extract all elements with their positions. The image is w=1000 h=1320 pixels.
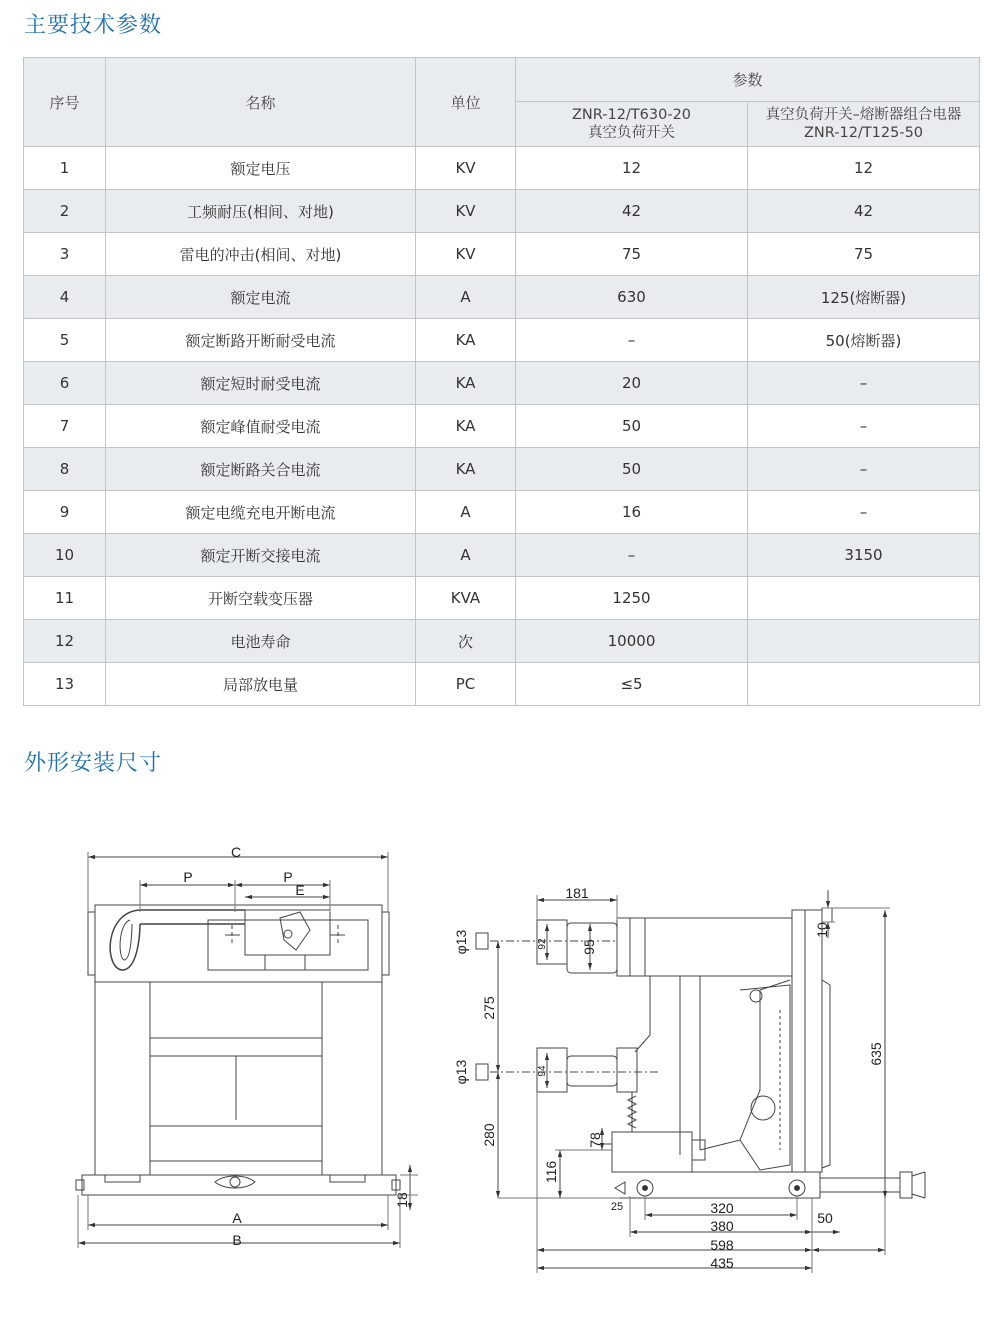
side-view-labels xyxy=(453,885,884,1271)
cell-value-col2: 125(熔断器) xyxy=(748,276,980,319)
cell-name: 额定断路开断耐受电流 xyxy=(106,319,416,362)
cell-value-col2: – xyxy=(748,491,980,534)
table-row xyxy=(24,362,980,405)
cell-value-col1: 42 xyxy=(516,190,748,233)
dim-p-right: P xyxy=(283,869,293,885)
header-col1-model: ZNR-12/T630-20 xyxy=(571,107,692,123)
cell-value-col1: 50 xyxy=(516,448,748,491)
cell-unit: KA xyxy=(416,362,516,405)
cell-name: 额定电流 xyxy=(106,276,416,319)
cell-value-col2: – xyxy=(748,448,980,491)
cell-unit: A xyxy=(416,276,516,319)
cell-unit: KA xyxy=(416,319,516,362)
cell-no: 3 xyxy=(24,233,106,276)
table-row xyxy=(24,448,980,491)
table-row xyxy=(24,276,980,319)
table-row xyxy=(24,190,980,233)
dim-435: 435 xyxy=(710,1255,734,1271)
table-row xyxy=(24,147,980,190)
header-col2-desc: 真空负荷开关–熔断器组合电器 xyxy=(765,107,962,123)
cell-name: 额定开断交接电流 xyxy=(106,534,416,577)
header-no: 序号 xyxy=(24,58,106,147)
header-col1 xyxy=(516,102,748,147)
cell-no: 12 xyxy=(24,620,106,663)
table-row xyxy=(24,491,980,534)
cell-name: 额定短时耐受电流 xyxy=(106,362,416,405)
cell-no: 6 xyxy=(24,362,106,405)
dim-92: 92 xyxy=(537,938,548,950)
cell-value-col2: 3150 xyxy=(748,534,980,577)
cell-value-col2: 12 xyxy=(748,147,980,190)
header-col1-desc: 真空负荷开关 xyxy=(588,125,675,141)
cell-value-col2: – xyxy=(748,362,980,405)
front-mechanism-plate xyxy=(245,910,330,955)
table-row xyxy=(24,663,980,706)
cell-value-col2: – xyxy=(748,405,980,448)
cell-no: 1 xyxy=(24,147,106,190)
dim-50: 50 xyxy=(817,1210,833,1226)
cell-value-col2: 42 xyxy=(748,190,980,233)
dim-phi13-bottom: φ13 xyxy=(453,1059,469,1085)
dim-598: 598 xyxy=(710,1237,734,1253)
dim-b: B xyxy=(232,1232,242,1248)
cell-value-col1: 50 xyxy=(516,405,748,448)
dim-phi13-top: φ13 xyxy=(453,929,469,955)
cell-no: 8 xyxy=(24,448,106,491)
cell-value-col1: 630 xyxy=(516,276,748,319)
cell-value-col1: 20 xyxy=(516,362,748,405)
table-row xyxy=(24,620,980,663)
front-handle-eye xyxy=(215,1176,255,1188)
cell-value-col2 xyxy=(748,620,980,663)
cell-name: 工频耐压(相间、对地) xyxy=(106,190,416,233)
cell-value-col1: – xyxy=(516,534,748,577)
cell-unit: A xyxy=(416,534,516,577)
cell-unit: KV xyxy=(416,233,516,276)
cell-no: 10 xyxy=(24,534,106,577)
section-title-specs: 主要技术参数 xyxy=(24,13,163,38)
cell-value-col1: ≤5 xyxy=(516,663,748,706)
table-row xyxy=(24,534,980,577)
cell-unit: PC xyxy=(416,663,516,706)
dim-18: 18 xyxy=(394,1192,410,1208)
header-name: 名称 xyxy=(106,58,416,147)
cell-unit: 次 xyxy=(416,620,516,663)
cell-value-col1: 75 xyxy=(516,233,748,276)
cell-unit: KV xyxy=(416,190,516,233)
cell-value-col2 xyxy=(748,577,980,620)
dim-78: 78 xyxy=(587,1132,603,1148)
front-view xyxy=(76,852,418,1248)
section-title-dimensions: 外形安装尺寸 xyxy=(24,751,163,776)
cell-unit: A xyxy=(416,491,516,534)
cell-unit: KA xyxy=(416,448,516,491)
header-col2-model: ZNR-12/T125-50 xyxy=(803,125,924,141)
cell-unit: KV xyxy=(416,147,516,190)
cell-no: 7 xyxy=(24,405,106,448)
cell-no: 5 xyxy=(24,319,106,362)
header-col2 xyxy=(748,102,980,147)
dim-275: 275 xyxy=(481,996,497,1020)
cell-name: 额定峰值耐受电流 xyxy=(106,405,416,448)
table-row xyxy=(24,405,980,448)
dim-94: 94 xyxy=(537,1065,548,1077)
cell-value-col2: 75 xyxy=(748,233,980,276)
cell-no: 13 xyxy=(24,663,106,706)
cell-value-col2: 50(熔断器) xyxy=(748,319,980,362)
dim-p-left: P xyxy=(183,869,193,885)
cell-name: 雷电的冲击(相间、对地) xyxy=(106,233,416,276)
dim-320: 320 xyxy=(710,1200,734,1216)
cell-name: 局部放电量 xyxy=(106,663,416,706)
cell-value-col1: 16 xyxy=(516,491,748,534)
cell-unit: KA xyxy=(416,405,516,448)
spec-table xyxy=(23,57,980,706)
cell-value-col1: 12 xyxy=(516,147,748,190)
cell-no: 4 xyxy=(24,276,106,319)
cell-name: 电池寿命 xyxy=(106,620,416,663)
cell-no: 2 xyxy=(24,190,106,233)
side-main-frame xyxy=(792,910,822,1172)
dim-a: A xyxy=(232,1210,242,1226)
header-params: 参数 xyxy=(516,58,980,102)
table-row xyxy=(24,319,980,362)
header-unit: 单位 xyxy=(416,58,516,147)
cell-unit: KVA xyxy=(416,577,516,620)
cell-value-col1: 1250 xyxy=(516,577,748,620)
dim-25: 25 xyxy=(610,1201,624,1213)
dim-181: 181 xyxy=(565,885,589,901)
cell-value-col2 xyxy=(748,663,980,706)
installation-dimension-drawing xyxy=(0,820,1000,1290)
cell-name: 额定电缆充电开断电流 xyxy=(106,491,416,534)
dim-380: 380 xyxy=(710,1218,734,1234)
cell-value-col1: 10000 xyxy=(516,620,748,663)
cell-name: 开断空载变压器 xyxy=(106,577,416,620)
cell-value-col1: – xyxy=(516,319,748,362)
dim-116: 116 xyxy=(543,1160,559,1184)
dim-635: 635 xyxy=(868,1042,884,1066)
upper-bushing-arm xyxy=(617,918,792,976)
cell-no: 9 xyxy=(24,491,106,534)
dim-280: 280 xyxy=(481,1123,497,1147)
table-row xyxy=(24,577,980,620)
dim-c: C xyxy=(230,844,242,860)
table-row xyxy=(24,233,980,276)
dim-10: 10 xyxy=(814,922,830,938)
dim-95: 95 xyxy=(581,939,597,955)
cell-name: 额定断路关合电流 xyxy=(106,448,416,491)
cell-no: 11 xyxy=(24,577,106,620)
cell-name: 额定电压 xyxy=(106,147,416,190)
dim-e: E xyxy=(295,882,305,898)
